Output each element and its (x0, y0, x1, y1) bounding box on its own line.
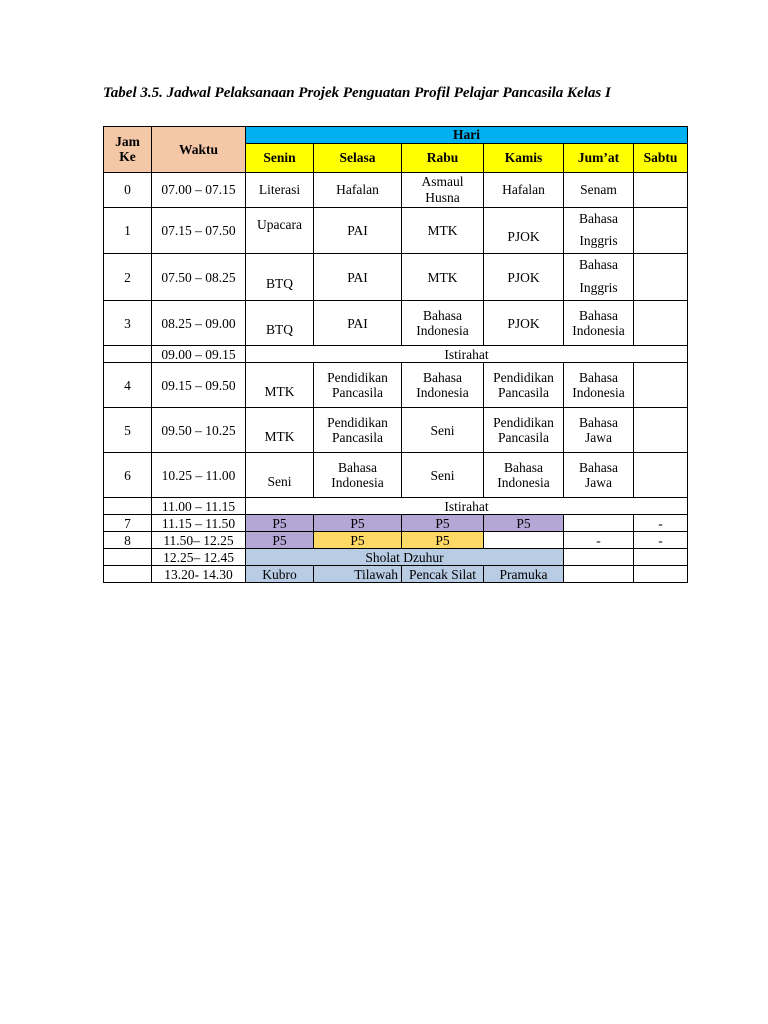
schedule-cell: Seni (402, 408, 484, 453)
cell-text: BTQ (266, 321, 293, 337)
schedule-cell: PAI (314, 207, 402, 254)
cell-text: MTK (264, 383, 295, 399)
schedule-cell: Bahasa Jawa (564, 453, 634, 498)
schedule-cell: Bahasa Jawa (564, 408, 634, 453)
schedule-cell: PJOK (484, 301, 564, 346)
waktu-cell: 07.50 – 08.25 (152, 254, 246, 301)
header-row (104, 127, 688, 144)
cell-text: Seni (267, 473, 292, 489)
activity-cell: Pencak Silat (402, 566, 484, 583)
schedule-cell: Bahasa Inggris (564, 254, 634, 301)
table-caption: Tabel 3.5. Jadwal Pelaksanaan Projek Penguatan Profil Pelajar Pancasila Kelas I (103, 85, 611, 101)
schedule-cell: PAI (314, 254, 402, 301)
schedule-cell (484, 532, 564, 549)
schedule-cell (634, 566, 688, 583)
p5-cell: P5 (402, 515, 484, 532)
jam-cell: 0 (104, 172, 152, 207)
jam-cell: 7 (104, 515, 152, 532)
schedule-cell: Pendidikan Pancasila (314, 363, 402, 408)
waktu-cell: 08.25 – 09.00 (152, 301, 246, 346)
activity-cell: Kubro (246, 566, 314, 583)
waktu-cell: 11.15 – 11.50 (152, 515, 246, 532)
activity-cell: Pramuka (484, 566, 564, 583)
cell-text: BTQ (266, 275, 293, 291)
jam-cell: 2 (104, 254, 152, 301)
jam-cell: 8 (104, 532, 152, 549)
schedule-cell: Seni (402, 453, 484, 498)
table-row (104, 363, 688, 408)
p5-cell: P5 (314, 515, 402, 532)
jam-cell (104, 498, 152, 515)
schedule-cell: Literasi (246, 172, 314, 207)
waktu-cell: 12.25– 12.45 (152, 549, 246, 566)
p5-cell: P5 (246, 515, 314, 532)
schedule-table (103, 126, 688, 583)
waktu-cell: 13.20- 14.30 (152, 566, 246, 583)
schedule-cell: Bahasa Indonesia (314, 453, 402, 498)
jam-ke-header: Jam Ke (104, 127, 152, 173)
schedule-cell (634, 207, 688, 254)
schedule-cell: Bahasa Indonesia (402, 301, 484, 346)
schedule-cell (564, 515, 634, 532)
table-row (104, 566, 688, 583)
schedule-cell (634, 301, 688, 346)
schedule-cell (246, 408, 314, 453)
waktu-cell: 07.00 – 07.15 (152, 172, 246, 207)
schedule-cell: - (564, 532, 634, 549)
schedule-cell: Bahasa Indonesia (484, 453, 564, 498)
waktu-cell: 09.50 – 10.25 (152, 408, 246, 453)
jam-cell (104, 346, 152, 363)
jam-cell: 3 (104, 301, 152, 346)
waktu-cell: 07.15 – 07.50 (152, 207, 246, 254)
table-row (104, 408, 688, 453)
schedule-cell (246, 453, 314, 498)
schedule-cell (564, 566, 634, 583)
p5-cell: P5 (484, 515, 564, 532)
schedule-cell (634, 453, 688, 498)
table-row (104, 515, 688, 532)
schedule-cell: PJOK (484, 254, 564, 301)
schedule-cell (634, 172, 688, 207)
schedule-cell: MTK (402, 254, 484, 301)
schedule-cell (564, 549, 634, 566)
schedule-cell (634, 363, 688, 408)
p5-cell: P5 (402, 532, 484, 549)
istirahat-cell: Istirahat (246, 346, 688, 363)
activity-cell: Tilawah (314, 566, 402, 583)
jam-cell (104, 549, 152, 566)
jam-cell (104, 566, 152, 583)
schedule-cell: MTK (402, 207, 484, 254)
table-row (104, 532, 688, 549)
cell-text: Upacara (257, 216, 302, 232)
p5-cell: P5 (246, 532, 314, 549)
schedule-cell (246, 301, 314, 346)
waktu-cell: 09.15 – 09.50 (152, 363, 246, 408)
jam-cell: 5 (104, 408, 152, 453)
waktu-cell: 10.25 – 11.00 (152, 453, 246, 498)
schedule-cell (634, 408, 688, 453)
jam-cell: 4 (104, 363, 152, 408)
table-row (104, 346, 688, 363)
schedule-cell (634, 254, 688, 301)
cell-text: PJOK (507, 228, 540, 244)
schedule-cell (246, 254, 314, 301)
cell-text: MTK (264, 428, 295, 444)
table-row (104, 549, 688, 566)
schedule-cell: Bahasa Indonesia (402, 363, 484, 408)
schedule-cell (246, 207, 314, 254)
schedule-cell (484, 207, 564, 254)
table-row (104, 172, 688, 207)
day-header-jumat: Jum’at (564, 143, 634, 172)
istirahat-cell: Istirahat (246, 498, 688, 515)
schedule-cell: Bahasa Indonesia (564, 363, 634, 408)
table-row (104, 498, 688, 515)
schedule-cell: Pendidikan Pancasila (314, 408, 402, 453)
p5-cell: P5 (314, 532, 402, 549)
day-header-kamis: Kamis (484, 143, 564, 172)
schedule-cell (634, 549, 688, 566)
day-header-rabu: Rabu (402, 143, 484, 172)
schedule-cell: Pendidikan Pancasila (484, 363, 564, 408)
jam-cell: 6 (104, 453, 152, 498)
day-header-senin: Senin (246, 143, 314, 172)
day-header-sabtu: Sabtu (634, 143, 688, 172)
schedule-cell: Hafalan (484, 172, 564, 207)
waktu-header: Waktu (152, 127, 246, 173)
table-row (104, 254, 688, 301)
table-row (104, 453, 688, 498)
table-row (104, 301, 688, 346)
schedule-cell: Asmaul Husna (402, 172, 484, 207)
schedule-cell: Hafalan (314, 172, 402, 207)
schedule-cell: - (634, 515, 688, 532)
sholat-dzuhur-cell: Sholat Dzuhur (246, 549, 564, 566)
schedule-cell: PAI (314, 301, 402, 346)
schedule-cell: - (634, 532, 688, 549)
schedule-cell: Bahasa Inggris (564, 207, 634, 254)
day-header-selasa: Selasa (314, 143, 402, 172)
waktu-cell: 11.50– 12.25 (152, 532, 246, 549)
schedule-cell: Senam (564, 172, 634, 207)
table-row (104, 207, 688, 254)
waktu-cell: 09.00 – 09.15 (152, 346, 246, 363)
jam-cell: 1 (104, 207, 152, 254)
schedule-cell (246, 363, 314, 408)
waktu-cell: 11.00 – 11.15 (152, 498, 246, 515)
schedule-cell: Pendidikan Pancasila (484, 408, 564, 453)
schedule-cell: Bahasa Indonesia (564, 301, 634, 346)
hari-header: Hari (246, 127, 688, 144)
